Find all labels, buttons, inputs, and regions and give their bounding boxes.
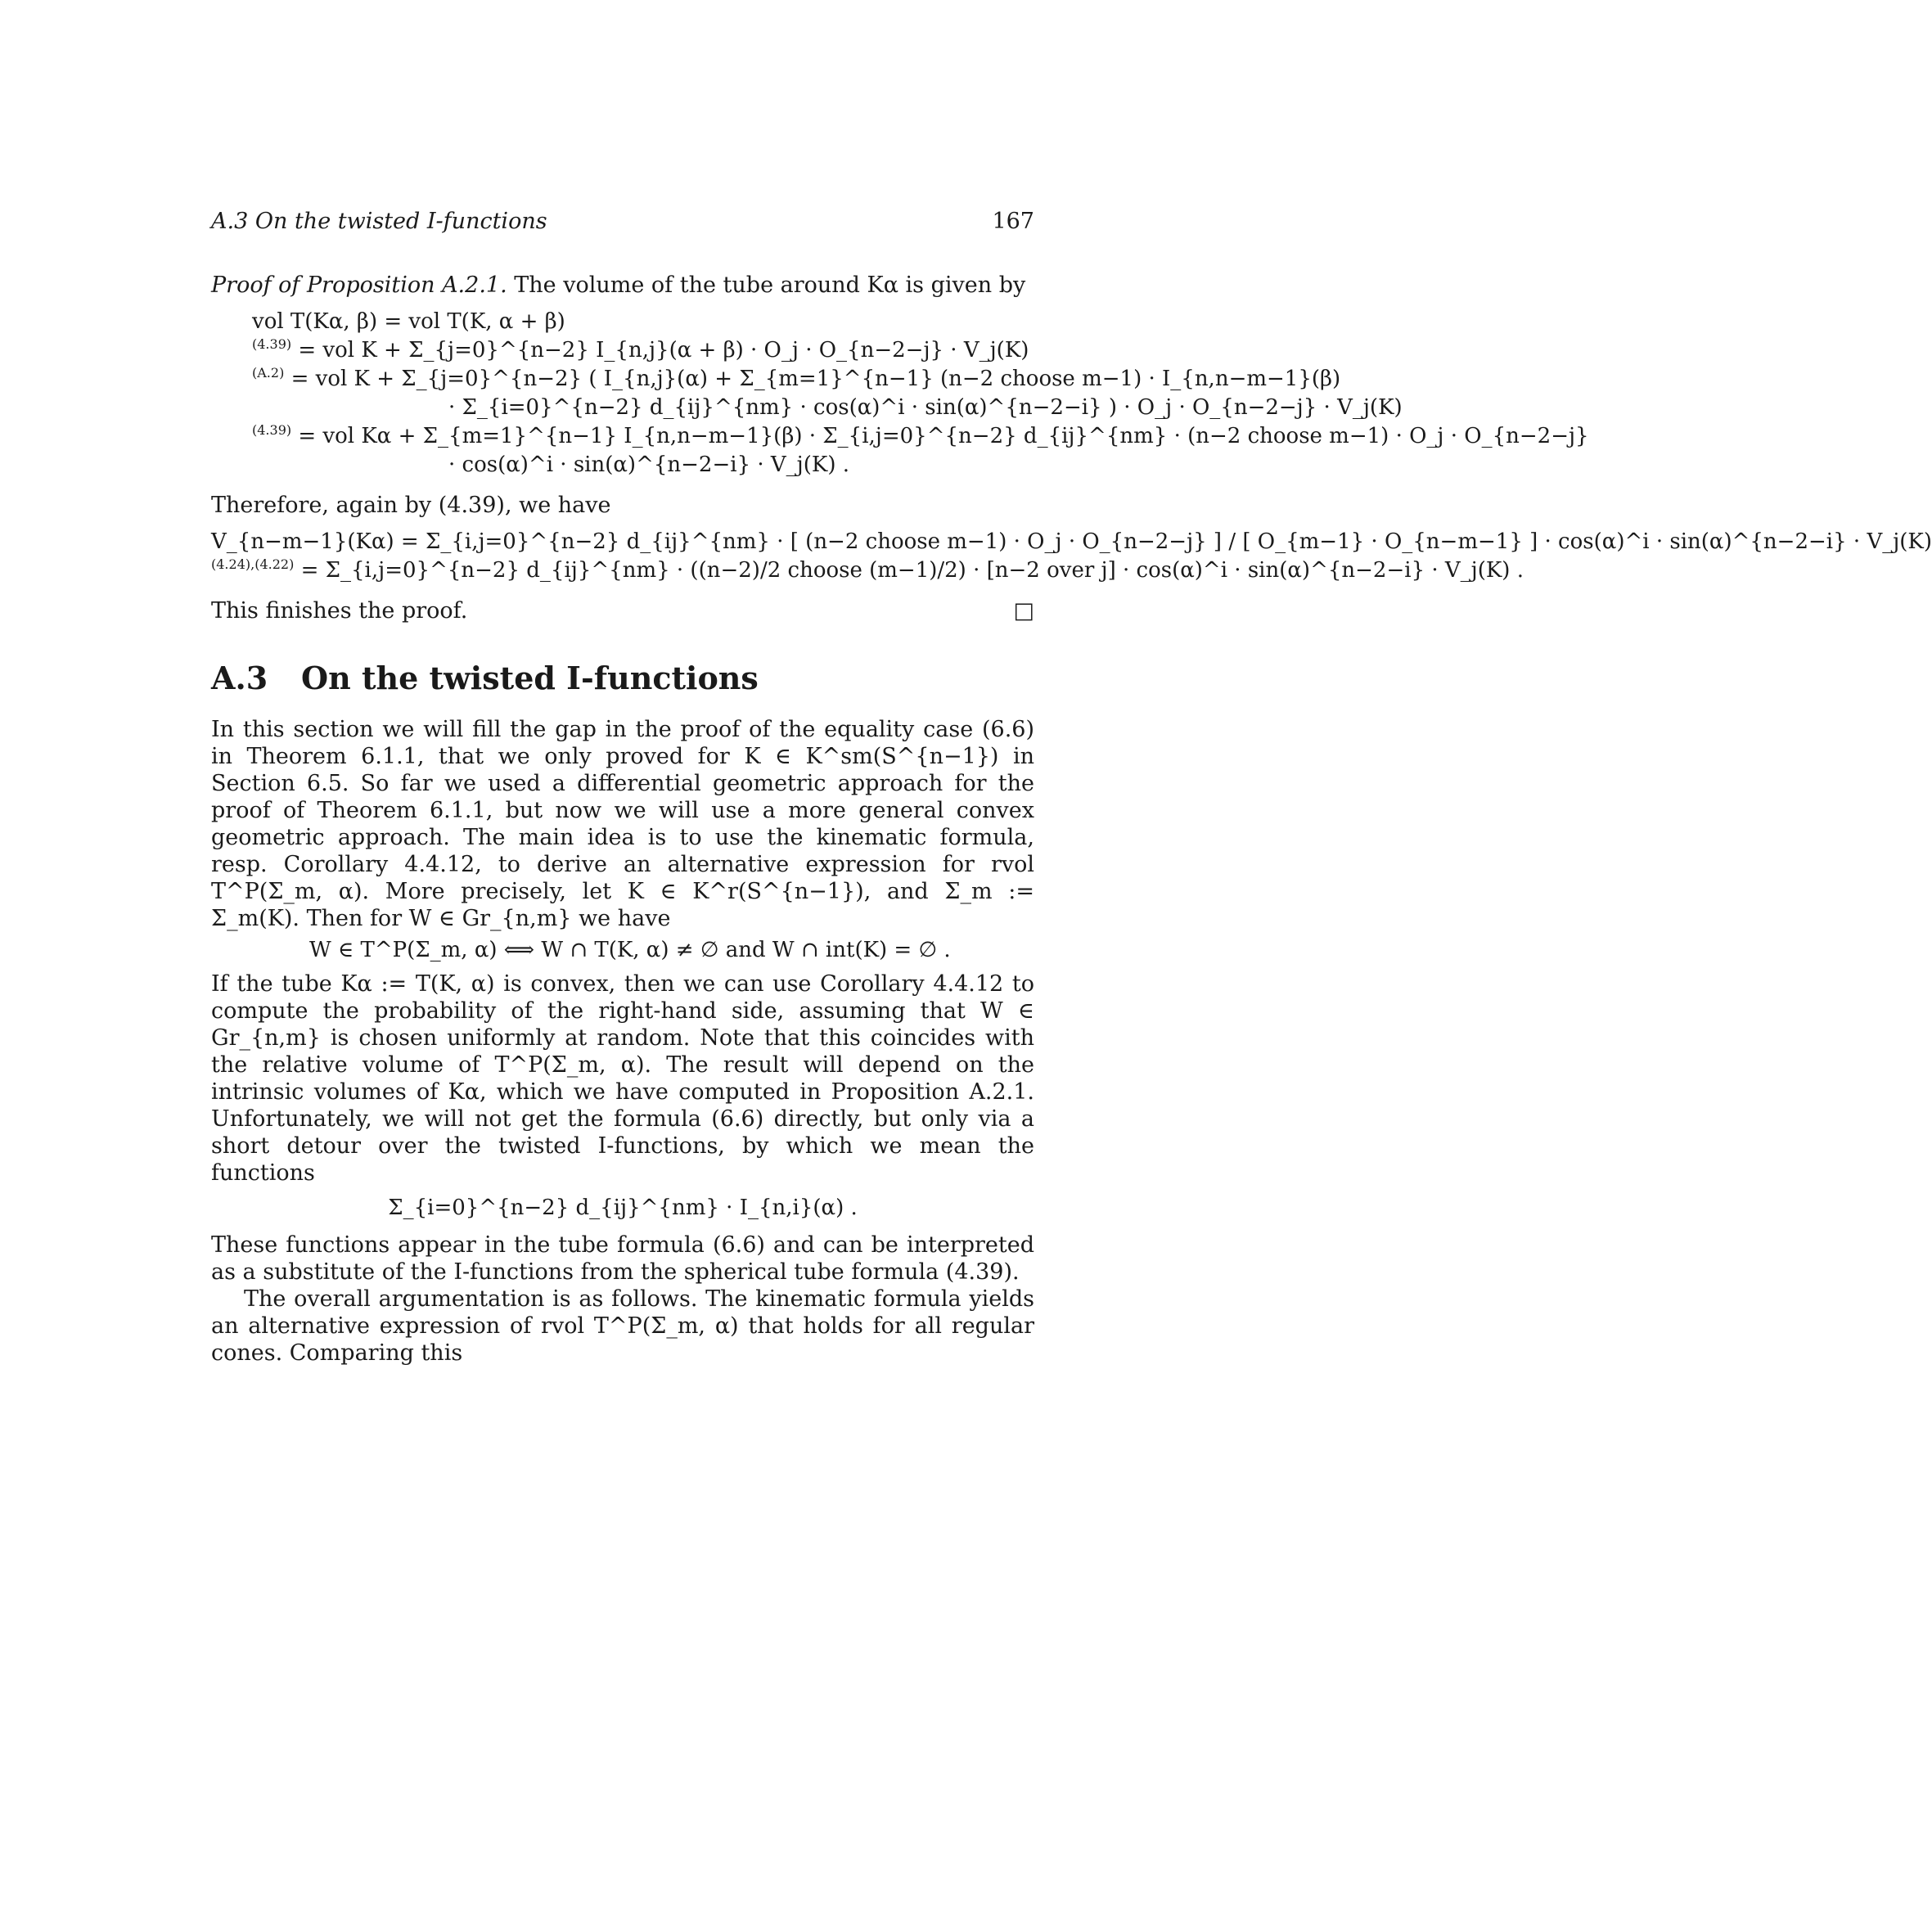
intrinsic-volume-derivation: [211, 529, 1932, 586]
section-number: A.3: [211, 660, 268, 696]
equation-line: [252, 452, 1034, 480]
paragraph-3: These functions appear in the tube formula (6.6) and can be interpreted as a substitute of the I-functions from the spherical tube formula (4.39).: [211, 1232, 1034, 1285]
proof-intro: [211, 272, 1034, 299]
page-number: 167: [992, 209, 1034, 234]
equation-text: = Σ_{i,j=0}^{n−2} d_{ij}^{nm} · ((n−2)/2 choose (m−1)/2) · [n−2 over j] · cos(α)^i · sin(α)^{n−2−i} · V_j(K) .: [300, 558, 1524, 583]
proof-label: Proof of Proposition A.2.1.: [211, 272, 507, 298]
paragraph-1: In this section we will fill the gap in the proof of the equality case (6.6) in Theorem 6.1.1, that we only proved for K ∈ K^sm(S^{n−1}) in Section 6.5. So far we used a differential geometric approach for the proof of Theorem 6.1.1, but now we will use a more general convex geometric approach. The main idea is to use the kinematic formula, resp. Corollary 4.4.12, to derive an alternative expression for rvol T^P(Σ_m, α). More precisely, let K ∈ K^r(S^{n−1}), and Σ_m := Σ_m(K). Then for W ∈ Gr_{n,m} we have: [211, 717, 1034, 931]
equation-line: [252, 337, 1034, 366]
equation-tag: (4.24),(4.22): [211, 556, 295, 572]
equation-text: = vol K + Σ_{j=0}^{n−2} ( I_{n,j}(α) + Σ_{m=1}^{n−1} (n−2 choose m−1) · I_{n,n−m−1}(β): [290, 367, 1341, 391]
equation-tag: (A.2): [252, 365, 285, 381]
proof-intro-text: The volume of the tube around Kα is given by: [514, 272, 1026, 298]
equation-text: vol T(Kα, β) = vol T(K, α + β): [252, 309, 565, 334]
display-equation-2: Σ_{i=0}^{n−2} d_{ij}^{nm} · I_{n,i}(α) .: [388, 1196, 858, 1220]
paragraph-4: The overall argumentation is as follows. The kinematic formula yields an alternative expression of rvol T^P(Σ_m, α) that holds for all regular cones. Comparing this: [211, 1286, 1034, 1366]
display-equation-1: W ∈ T^P(Σ_m, α) ⟺ W ∩ T(K, α) ≠ ∅ and W ∩ int(K) = ∅ .: [309, 938, 951, 962]
equation-tag: (4.39): [252, 422, 292, 438]
equation-line: [252, 365, 1341, 394]
proof-end: [211, 597, 1034, 624]
equation-text: = vol K + Σ_{j=0}^{n−2} I_{n,j}(α + β) · O_j · O_{n−2−j} · V_j(K): [298, 338, 1029, 363]
equation-text: = vol Kα + Σ_{m=1}^{n−1} I_{n,n−m−1}(β) · Σ_{i,j=0}^{n−2} d_{ij}^{nm} · (n−2 choose m−1) · O_j · O_{n−2−j}: [298, 424, 1589, 448]
equation-text: · Σ_{i=0}^{n−2} d_{ij}^{nm} · cos(α)^i · sin(α)^{n−2−i} ) · O_j · O_{n−2−j} · V_j(K): [448, 395, 1403, 420]
page-content: [211, 272, 1932, 1367]
section-title: On the twisted I-functions: [301, 660, 759, 696]
equation-line: [252, 394, 1403, 423]
running-title: A.3 On the twisted I-functions: [211, 209, 547, 234]
equation-text: V_{n−m−1}(Kα) = Σ_{i,j=0}^{n−2} d_{ij}^{nm} · [ (n−2 choose m−1) · O_j · O_{n−2−j} ] / [ O_{m−1} · O_{n−m−1} ] · cos(α)^i · sin(α)^{n−2−i} · V_j(K): [211, 529, 1932, 554]
proof-finish-text: This finishes the proof.: [211, 598, 468, 624]
equation-tag: (4.39): [252, 336, 292, 352]
qed-symbol: □: [1013, 598, 1034, 624]
therefore-text: Therefore, again by (4.39), we have: [211, 493, 611, 518]
paragraph-2: If the tube Kα := T(K, α) is convex, then we can use Corollary 4.4.12 to compute the probability of the right-hand side, assuming that W ∈ Gr_{n,m} is chosen uniformly at random. Note that this coincides with the relative volume of T^P(Σ_m, α). The result will depend on the intrinsic volumes of Kα, which we have computed in Proposition A.2.1. Unfortunately, we will not get the formula (6.6) directly, but only via a short detour over the twisted I-functions, by which we mean the functions: [211, 971, 1034, 1186]
equation-text: · cos(α)^i · sin(α)^{n−2−i} · V_j(K) .: [448, 453, 849, 477]
section-heading: [211, 660, 1034, 696]
equation-line: [252, 422, 1589, 452]
equation-line: [252, 308, 1034, 337]
running-header: [211, 208, 1034, 236]
tube-volume-derivation: [252, 308, 1589, 480]
equation-line: [211, 556, 1524, 586]
equation-line: [211, 529, 1932, 557]
